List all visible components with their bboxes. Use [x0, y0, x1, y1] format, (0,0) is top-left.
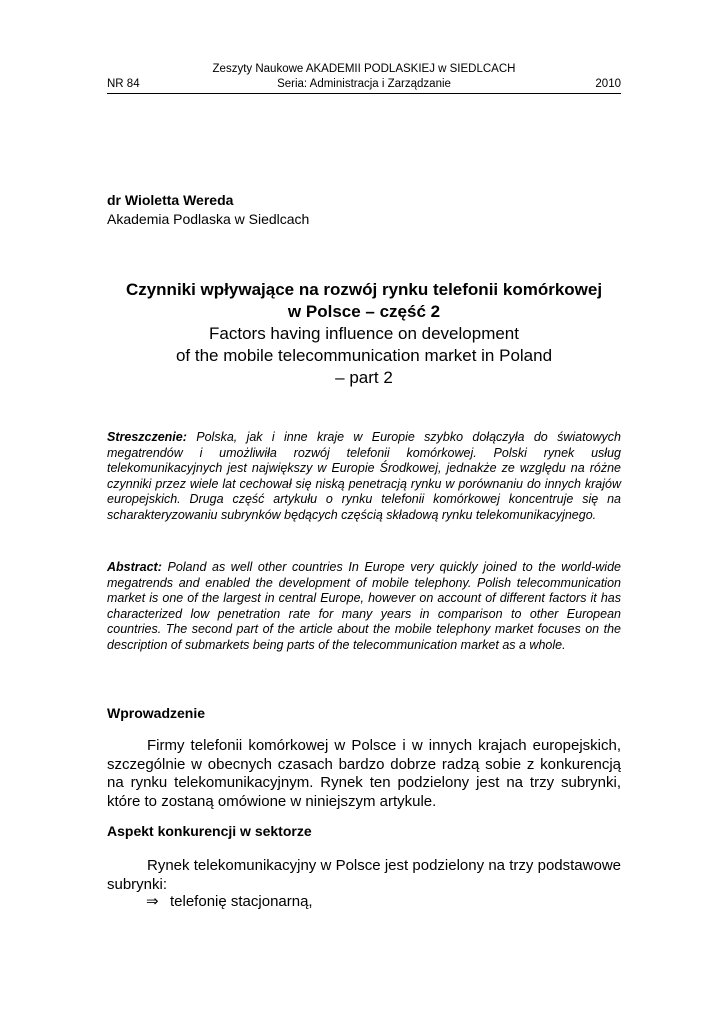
title-en-line3: – part 2: [335, 368, 393, 387]
streszczenie-label: Streszczenie:: [107, 430, 187, 444]
author-affiliation: Akademia Podlaska w Siedlcach: [107, 211, 310, 227]
list-item: [146, 893, 313, 912]
section-heading-competition: Aspekt konkurencji w sektorze: [107, 823, 312, 839]
abstract-label: Abstract:: [107, 560, 162, 574]
author-name: dr Wioletta Wereda: [107, 192, 234, 208]
header-rule: [107, 93, 621, 94]
double-arrow-icon: ⇒: [146, 893, 159, 910]
publication-year: 2010: [595, 78, 621, 90]
journal-name: Zeszyty Naukowe AKADEMII PODLASKIEJ w SIEDLCACH: [212, 63, 516, 75]
competition-paragraph: Rynek telekomunikacyjny w Polsce jest podzielony na trzy podstawowe subrynki:: [107, 857, 621, 893]
abstract-paragraph: [107, 560, 621, 654]
series-name: Seria: Administracja i Zarządzanie: [277, 78, 451, 90]
title-pl-line2: w Polsce – część 2: [287, 302, 441, 321]
issue-number: NR 84: [107, 78, 140, 90]
title-en-line1: Factors having influence on development: [209, 324, 519, 343]
header-meta-row: [107, 77, 621, 92]
section-heading-introduction: Wprowadzenie: [107, 705, 206, 721]
journal-header: [107, 62, 621, 92]
author-block: [107, 191, 309, 229]
abstract-text: Poland as well other countries In Europe very quickly joined to the world-wide megatrends and enabled the development of mobile telephony. Polish telecommunication market is one of the largest in central Europe, however on account of different factors it has characterized low penetration rate for many years in comparison to other European countries. The second part of the article about the mobile telephony market focuses on the description of submarkets being parts of the telecommunication market as a whole.: [107, 560, 621, 652]
streszczenie-text: Polska, jak i inne kraje w Europie szybko dołączyła do światowych megatrendów i umożliwiła rozwój telefonii komórkowej. Polski rynek usług telekomunikacyjnych jest największy w Europie Środkowej, jednakże ze względu na różne czynniki przez wiele lat cechował się niską penetracją rynku w porównaniu do innych krajów europejskich. Druga część artykułu o rynku telefonii komórkowej koncentruje się na scharakteryzowaniu subrynków będących częścią składową rynku telekomunikacyjnego.: [107, 430, 621, 522]
list-item-text: telefonię stacjonarną,: [170, 893, 313, 910]
title-en-line2: of the mobile telecommunication market in Poland: [175, 346, 553, 365]
streszczenie-paragraph: [107, 430, 621, 524]
article-title: [107, 279, 621, 389]
introduction-paragraph: Firmy telefonii komórkowej w Polsce i w innych krajach europejskich, szczególnie w obecnych czasach bardzo dobrze radzą sobie z konkurencją na rynku telekomunikacyjnym. Rynek ten podzielony jest na trzy subrynki, które to zostaną omówione w niniejszym artykule.: [107, 737, 621, 810]
title-pl-line1: Czynniki wpływające na rozwój rynku telefonii komórkowej: [125, 280, 603, 299]
